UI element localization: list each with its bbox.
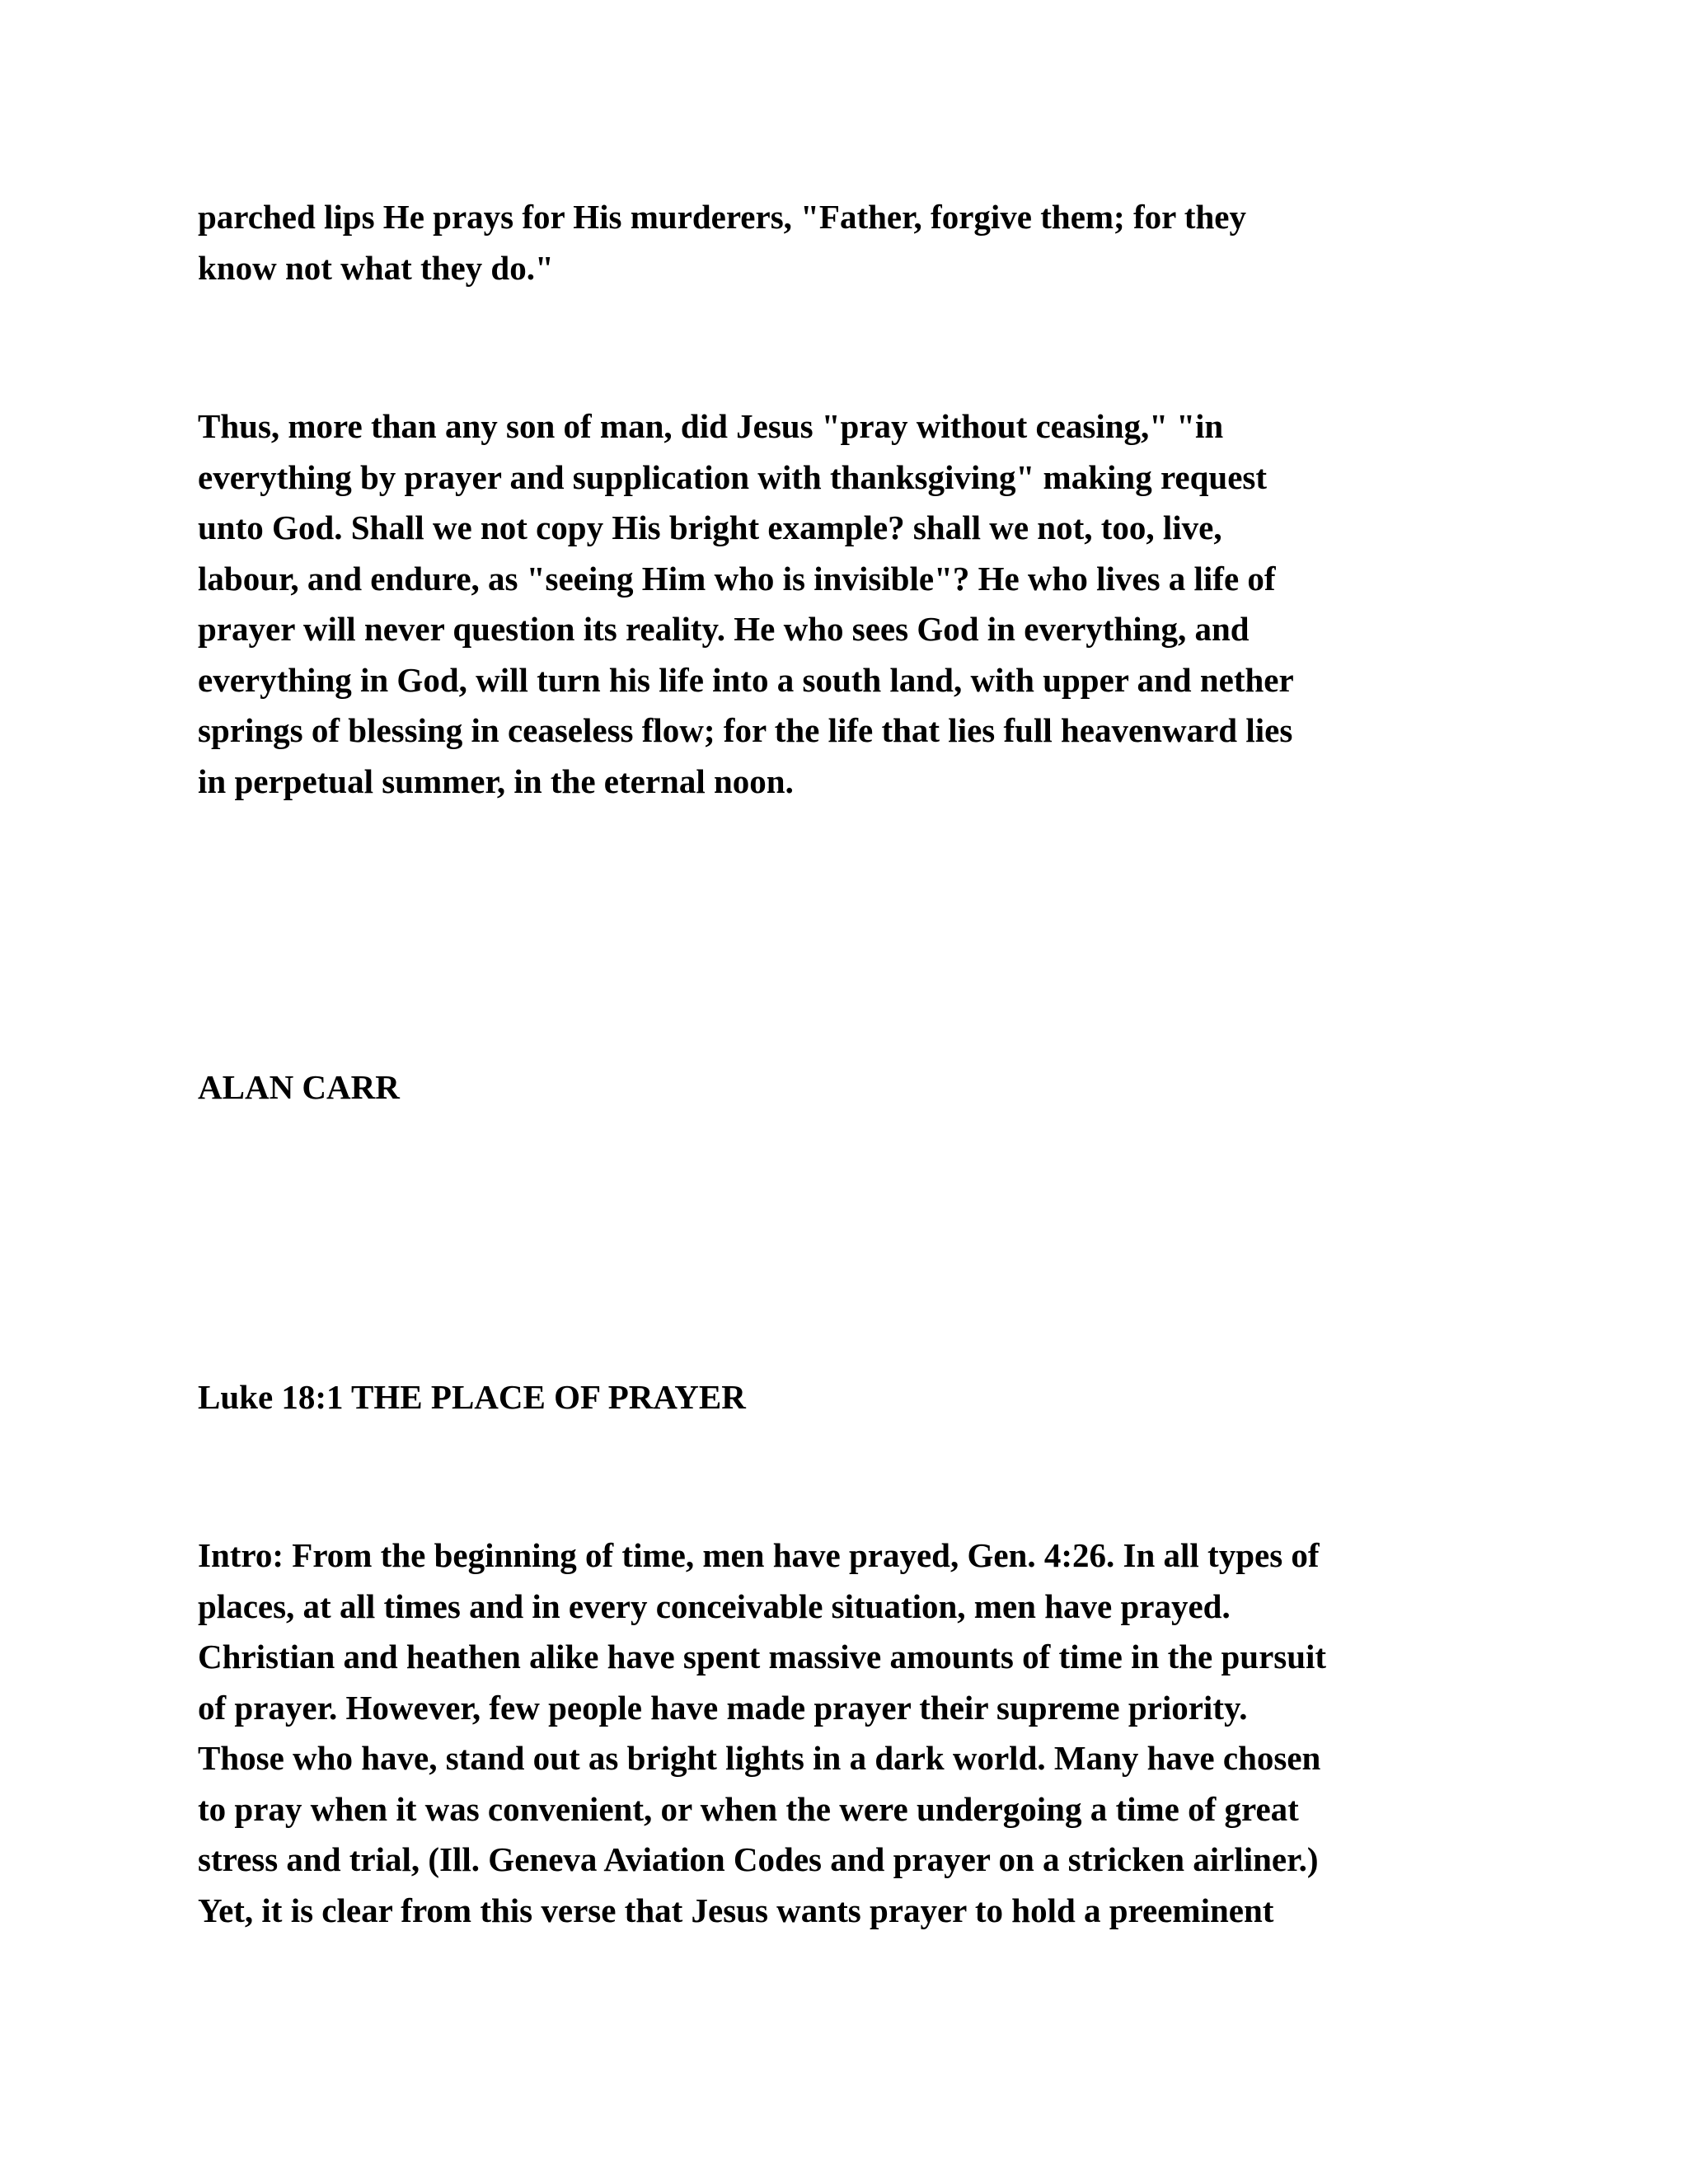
text-line: know not what they do." bbox=[198, 248, 554, 287]
text-line: stress and trial, (Ill. Geneva Aviation Codes and prayer on a stricken airliner.) bbox=[198, 1840, 1319, 1878]
paragraph-forgiveness bbox=[198, 192, 1484, 293]
text-line: Those who have, stand out as bright lights in a dark world. Many have chosen bbox=[198, 1739, 1321, 1777]
paragraph-intro bbox=[198, 1530, 1484, 1936]
text-line: Thus, more than any son of man, did Jesus "pray without ceasing," "in bbox=[198, 407, 1224, 445]
text-line: labour, and endure, as "seeing Him who is invisible"? He who lives a life of bbox=[198, 559, 1276, 598]
text-line: Intro: From the beginning of time, men have prayed, Gen. 4:26. In all types of bbox=[198, 1536, 1320, 1574]
paragraph-pray-without-ceasing bbox=[198, 401, 1484, 807]
text-line: in perpetual summer, in the eternal noon. bbox=[198, 762, 794, 800]
text-line: Christian and heathen alike have spent massive amounts of time in the pursuit bbox=[198, 1638, 1327, 1675]
text-line: Yet, it is clear from this verse that Jesus wants prayer to hold a preeminent bbox=[198, 1891, 1274, 1929]
text-line: springs of blessing in ceaseless flow; for the life that lies full heavenward lies bbox=[198, 711, 1293, 749]
text-line: places, at all times and in every conceivable situation, men have prayed. bbox=[198, 1586, 1231, 1625]
text-line: everything by prayer and supplication with thanksgiving" making request bbox=[198, 457, 1268, 496]
text-line: parched lips He prays for His murderers, "Father, forgive them; for they bbox=[198, 198, 1246, 236]
text-line: to pray when it was convenient, or when the were undergoing a time of great bbox=[198, 1789, 1299, 1828]
text-line: of prayer. However, few people have made prayer their supreme priority. bbox=[198, 1688, 1248, 1727]
sermon-heading: Luke 18:1 THE PLACE OF PRAYER bbox=[198, 1378, 746, 1416]
text-line: prayer will never question its reality. He who sees God in everything, and bbox=[198, 610, 1250, 648]
text-line: everything in God, will turn his life into a south land, with upper and nether bbox=[198, 660, 1294, 699]
author-name: ALAN CARR bbox=[198, 1068, 400, 1106]
text-line: unto God. Shall we not copy His bright example? shall we not, too, live, bbox=[198, 509, 1222, 546]
